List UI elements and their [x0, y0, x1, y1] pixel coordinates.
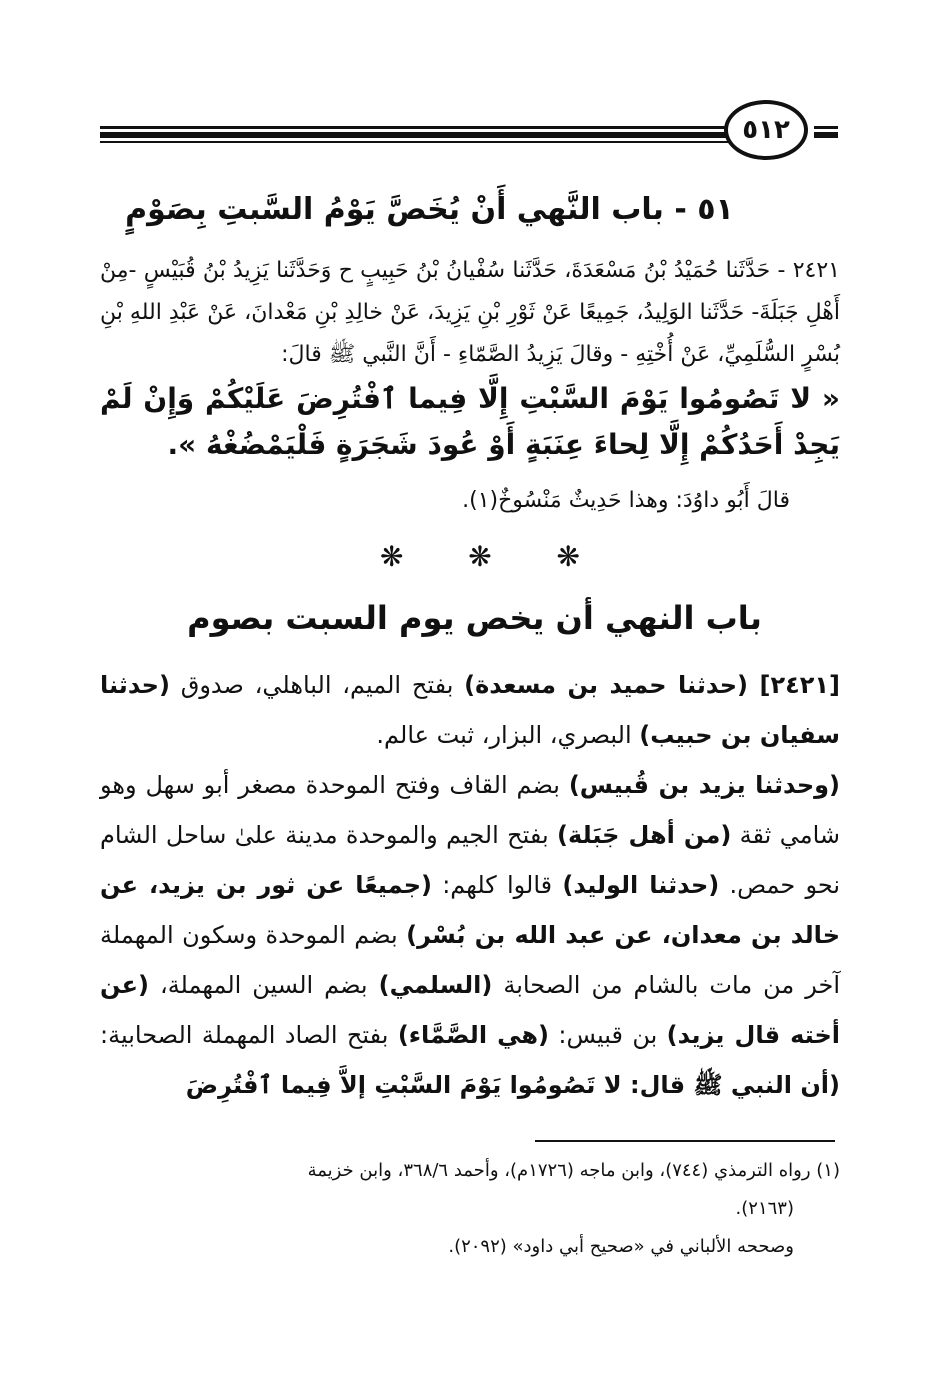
- commentary-text: بن قبيس:: [549, 1021, 667, 1049]
- star-icon: ❋: [468, 540, 492, 573]
- commentary-text: بضم الموحدة وسكون المهملة آخر من مات بالشام من الصحابة: [100, 921, 841, 999]
- footnotes: [100, 1152, 840, 1266]
- commentary-text: بضم القاف وفتح الموحدة مصغر أبو سهل وهو شامي ثقة: [100, 771, 840, 849]
- page-number: ٥١٢: [724, 100, 808, 160]
- hadith-text: [100, 250, 840, 468]
- commentary-bold-phrase: (هي الصَّمَّاء): [397, 1021, 550, 1049]
- commentary-text: قالوا كلهم:: [431, 871, 563, 899]
- commentary-title: باب النهي أن يخص يوم السبت بصوم: [187, 599, 762, 637]
- commentary-paragraph: [100, 660, 840, 760]
- header-rule-line: [100, 132, 740, 138]
- commentary-bold-phrase: (حدثنا الوليد): [562, 871, 720, 899]
- footnote-line: (١) رواه الترمذي (٧٤٤)، وابن ماجه (١٧٢٦م)، وأحمد ٣٦٨/٦، وابن خزيمة: [307, 1160, 840, 1181]
- commentary-bold-phrase: (أن النبي ﷺ قال: لا تَصُومُوا يَوْمَ السَّبْتِ إلاَّ فِيما ٱفْتُرِضَ: [185, 1071, 840, 1099]
- header-rule-line: [814, 132, 838, 138]
- footnote-line: وصححه الألباني في «صحيح أبي داود» (٢٠٩٢).: [448, 1236, 794, 1257]
- commentary-paragraph: [100, 760, 840, 1110]
- commentary-bold-phrase: [٢٤٢١] (حدثنا حميد بن مسعدة): [464, 671, 840, 699]
- commentary-body: [100, 660, 840, 1110]
- header-rule-line: [814, 126, 838, 129]
- star-icon: ❋: [556, 540, 580, 573]
- commentary-text: البصري، البزار، ثبت عالم.: [376, 721, 640, 749]
- commentary-text: بفتح الجيم والموحدة مدينة علىٰ ساحل الشام نحو حمص.: [100, 821, 841, 899]
- footnote-divider: [535, 1140, 835, 1142]
- commentary-bold-phrase: (جميعًا عن ثور بن يزيد، عن خالد بن معدان، عن عبد الله بن بُسْر): [100, 871, 840, 949]
- abu-dawud-note: قالَ أَبُو داوُدَ: وهذا حَدِيثٌ مَنْسُوخٌ(١).: [462, 488, 790, 513]
- star-icon: ❋: [380, 540, 404, 573]
- commentary-bold-phrase: (حدثنا سفيان بن حبيب): [100, 671, 840, 749]
- header-rule-line: [100, 126, 740, 129]
- commentary-bold-phrase: (من أهل جَبَلة): [557, 821, 732, 849]
- footnote-line: (٢١٦٣).: [735, 1198, 794, 1219]
- section-separator: [380, 540, 580, 573]
- commentary-text: بفتح الصاد المهملة الصحابية:: [100, 1021, 398, 1049]
- commentary-text: بفتح الميم، الباهلي، صدوق: [169, 671, 465, 699]
- hadith-isnad: ٢٤٢١ - حَدَّثَنا حُمَيْدُ بْنُ مَسْعَدَةَ، حَدَّثَنا سُفْيانُ بْنُ حَبِيبٍ ح وَحَدَّثَنا يَزِيدُ بْنُ قُبَيْسٍ -مِنْ أَهْلِ جَبَلَةَ- حَدَّثَنا الوَلِيدُ، جَمِيعًا عَنْ ثَوْرِ بْنِ يَزِيدَ، عَنْ خالِدِ بْنِ مَعْدانَ، عَنْ عَبْدِ اللهِ بْنِ بُسْرٍ السُّلَمِيِّ، عَنْ أُخْتِهِ - وقالَ يَزِيدُ الصَّمّاءِ - أَنَّ النَّبي ﷺ قالَ:: [100, 258, 840, 367]
- chapter-title: ٥١ - باب النَّهي أَنْ يُخَصَّ يَوْمُ السَّبتِ بِصَوْمٍ: [125, 192, 734, 227]
- commentary-bold-phrase: (عن أخته قال يزيد): [100, 971, 840, 1049]
- commentary-bold-phrase: (السلمي): [378, 971, 493, 999]
- commentary-text: بضم السين المهملة،: [148, 971, 379, 999]
- hadith-matn: « لا تَصُومُوا يَوْمَ السَّبْتِ إِلَّا فِيما ٱفْتُرِضَ عَلَيْكُمْ وَإِنْ لَمْ يَجِدْ أَحَدُكُمْ إِلَّا لِحاءَ عِنَبَةٍ أَوْ عُودَ شَجَرَةٍ فَلْيَمْضُغْهُ ».: [100, 382, 840, 461]
- commentary-bold-phrase: (وحدثنا يزيد بن قُبيس): [568, 771, 841, 799]
- header-rule-line: [100, 141, 740, 143]
